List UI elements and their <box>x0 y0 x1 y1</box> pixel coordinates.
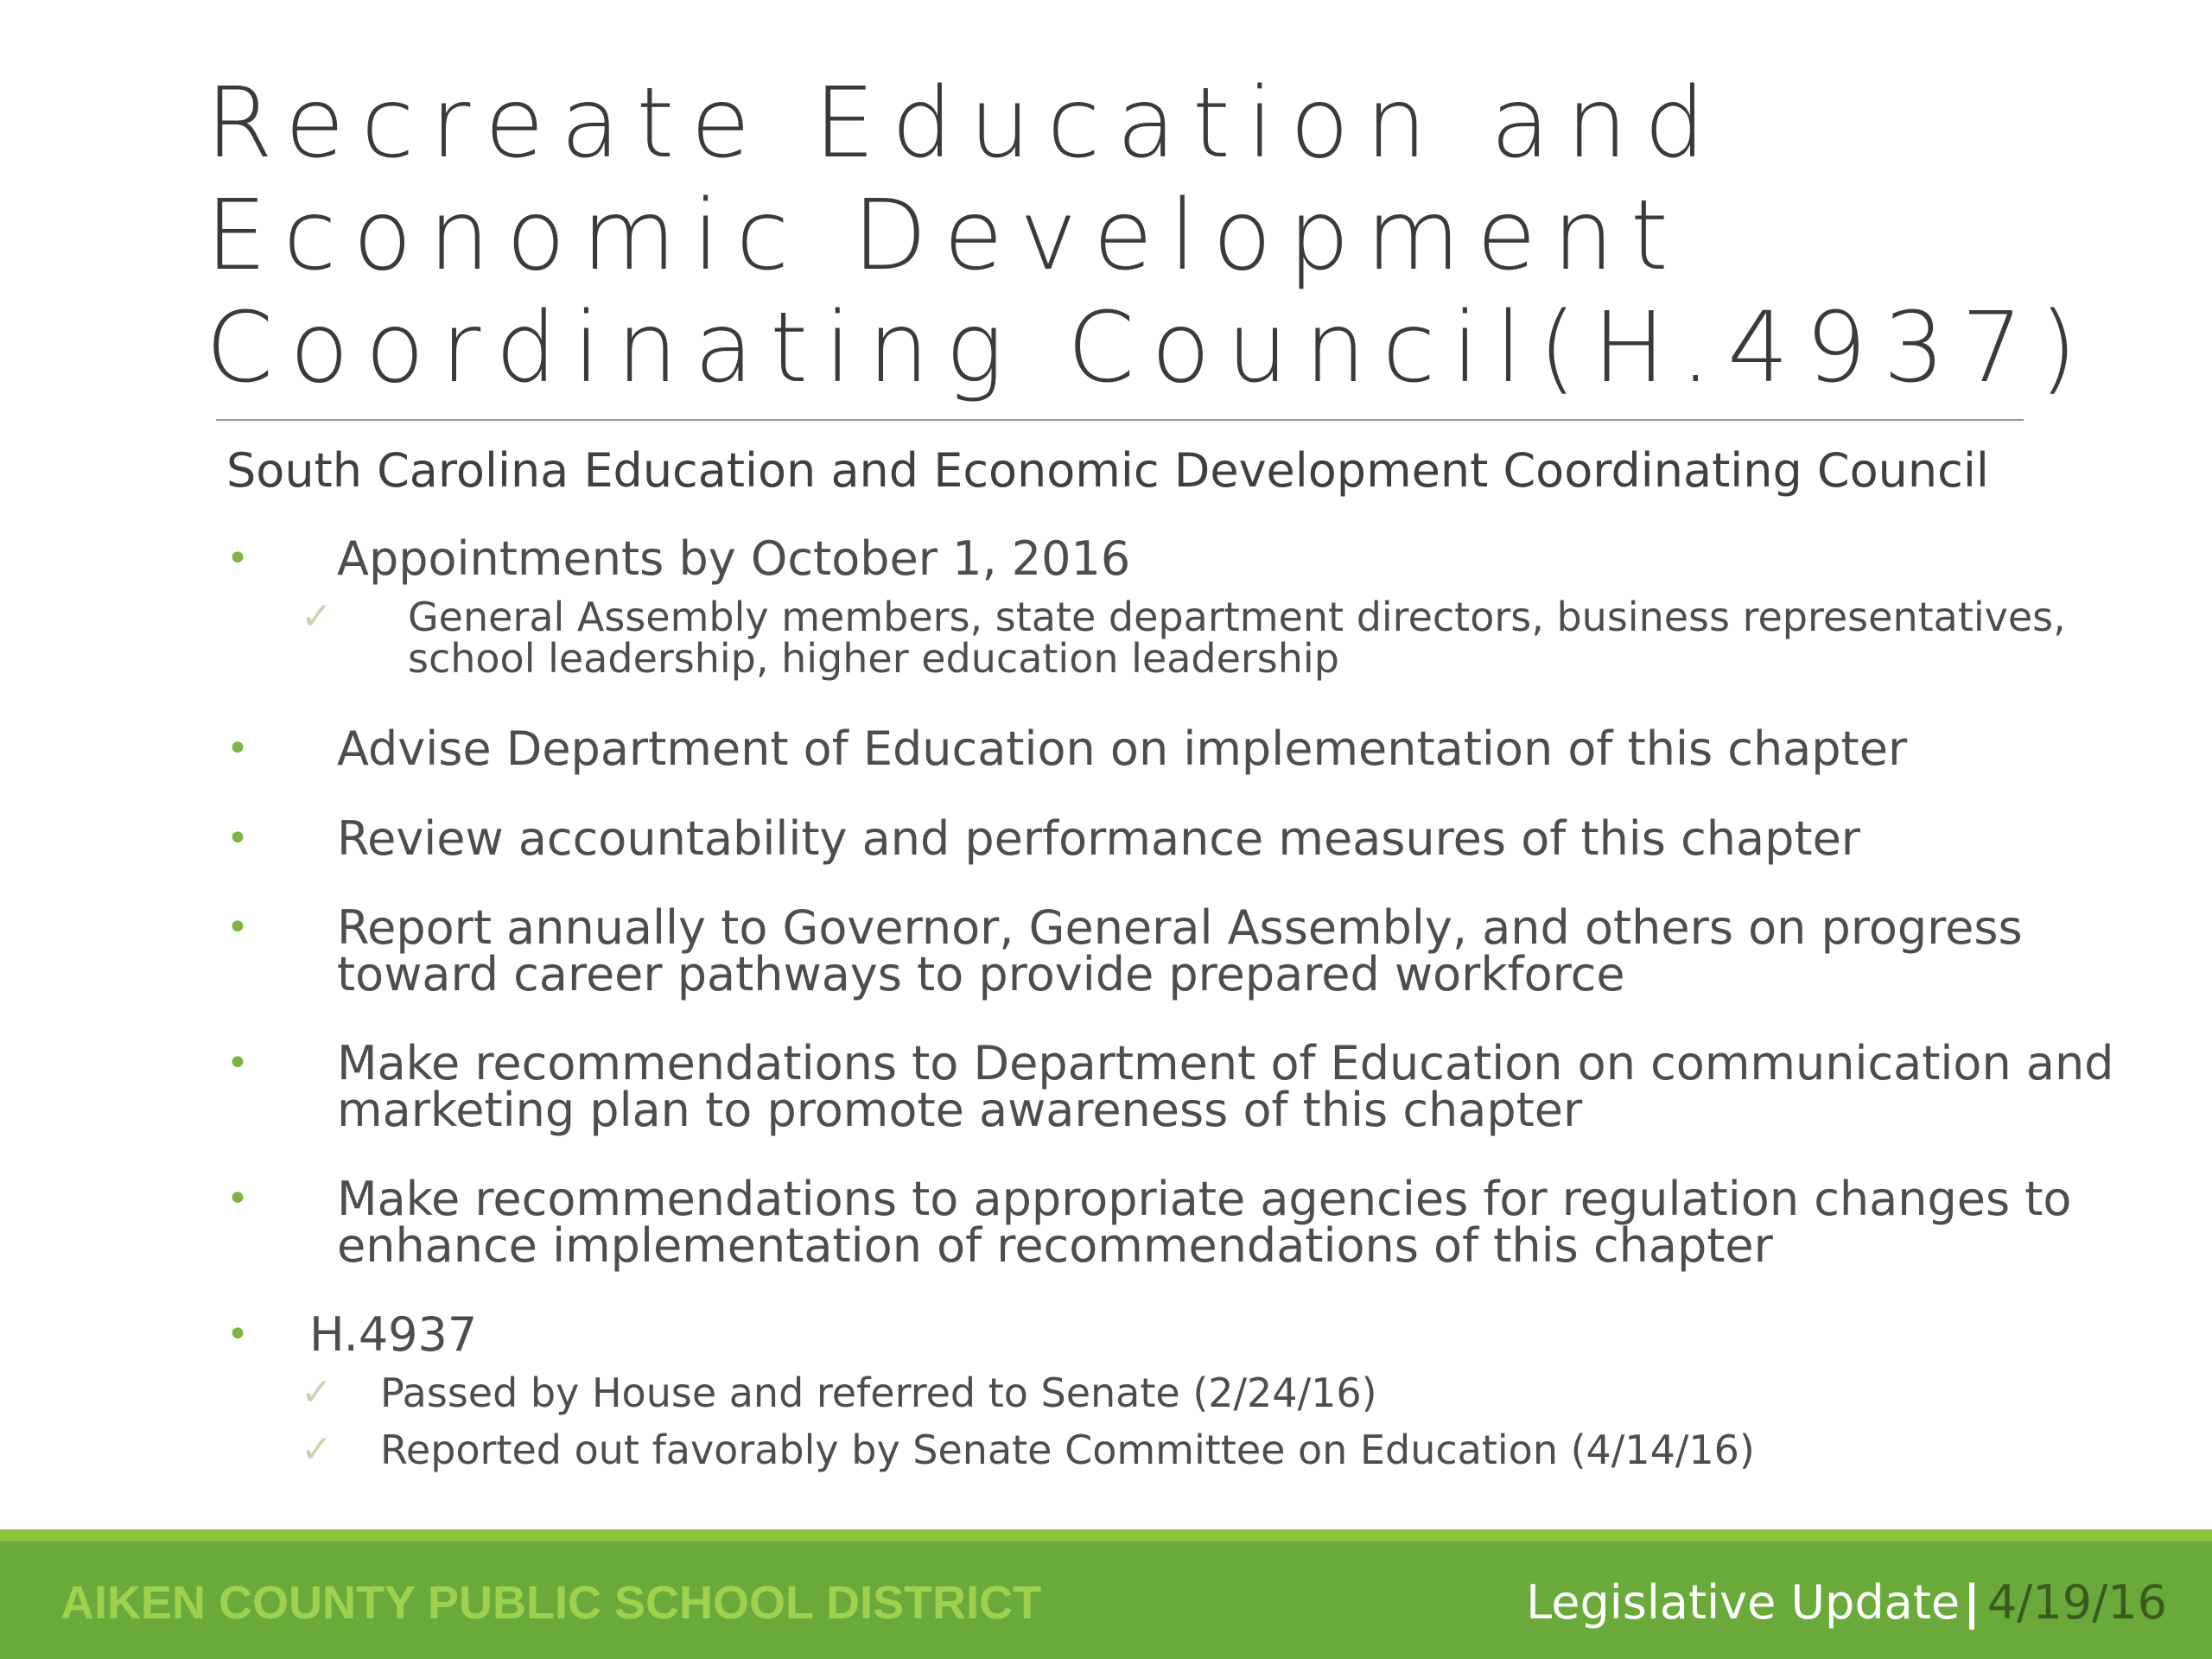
sub-bullet-text: General Assembly members, state department directors, business representatives, school leadership, higher education leadership <box>408 594 2066 682</box>
bullet-dot-icon: • <box>226 1313 249 1357</box>
footer-accent-stripe <box>0 1529 2212 1541</box>
bullet-dot-icon: • <box>226 817 249 861</box>
bullet-text: Make recommendations to Department of Education on communication and marketing plan to promote awareness of this chapter <box>337 1036 2114 1137</box>
bullet-dot-icon: • <box>226 1041 249 1085</box>
bullet-text: Advise Department of Education on implementation of this chapter <box>337 721 1908 776</box>
bullet-text: Report annually to Governor, General Assembly, and others on progress toward career pathways to provide prepared workforce <box>337 900 2023 1001</box>
bullet-dot-icon: • <box>226 727 249 771</box>
sub-bullet-item <box>301 1372 2029 1415</box>
bullet-text: Appointments by October 1, 2016 <box>337 531 1131 586</box>
sub-bullet-text: Passed by House and referred to Senate (2/24/16) <box>380 1370 1377 1416</box>
title-line: Coordinating Council(H.4937) <box>206 292 2094 404</box>
bullet-text: Make recommendations to appropriate agencies for regulation changes to enhance implementation of recommendations of this chapter <box>337 1172 2072 1273</box>
checkmark-icon: ✓ <box>301 594 333 639</box>
checkmark-icon: ✓ <box>301 1370 333 1414</box>
sub-bullet-text: Reported out favorably by Senate Committee on Education (4/14/16) <box>380 1427 1755 1473</box>
footer-date: 4/19/16 <box>1986 1575 2167 1630</box>
bullet-text: H.4937 <box>309 1307 478 1362</box>
district-name: AIKEN COUNTY PUBLIC SCHOOL DISTRICT <box>60 1577 1042 1629</box>
bullet-dot-icon: • <box>226 1177 249 1221</box>
footer-bar <box>0 1529 2212 1659</box>
footer-separator: | <box>1963 1575 1980 1630</box>
footer-meta <box>1526 1573 2167 1633</box>
title-line: Recreate Education and <box>206 67 1722 180</box>
sub-bullet-item <box>301 596 2115 683</box>
bullet-dot-icon: • <box>226 537 249 581</box>
title-line: Economic Development <box>206 180 1685 292</box>
footer-label: Legislative Update <box>1526 1575 1961 1630</box>
bullet-dot-icon: • <box>226 906 249 950</box>
sub-bullet-item <box>301 1429 2029 1472</box>
bullet-text: Review accountability and performance measures of this chapter <box>337 811 1860 866</box>
slide-subtitle: South Carolina Education and Economic Development Coordinating Council <box>226 443 1989 498</box>
checkmark-icon: ✓ <box>301 1427 333 1471</box>
